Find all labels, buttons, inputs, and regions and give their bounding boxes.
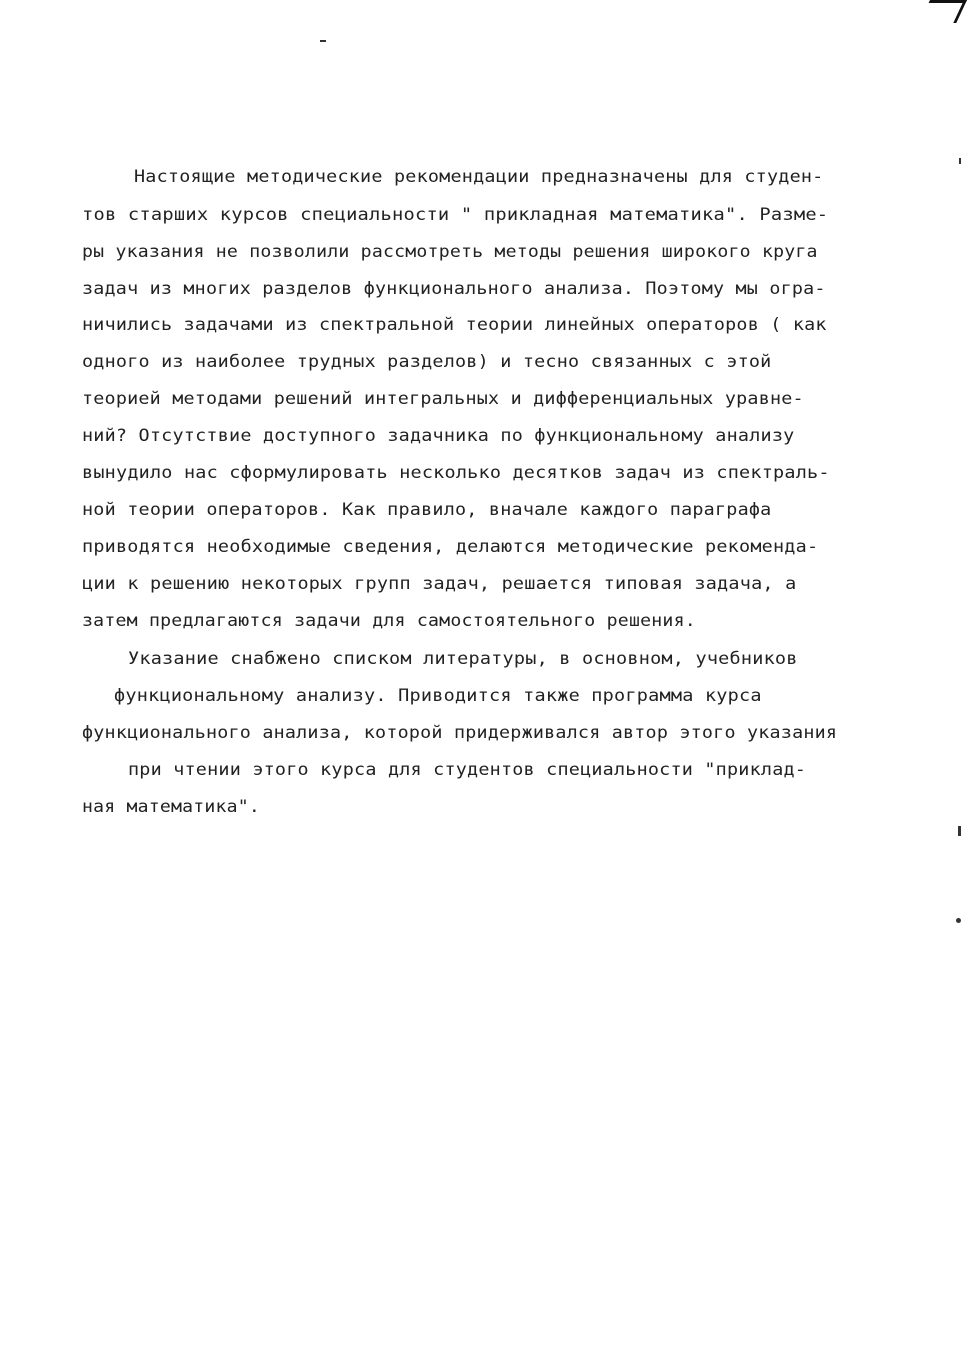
scan-speck: [956, 918, 961, 923]
text-line: ной теории операторов. Как правило, вначале каждого параграфа: [82, 500, 772, 520]
scan-speck: [958, 826, 961, 836]
text-line: затем предлагаются задачи для самостоятельного решения.: [82, 611, 696, 631]
text-line: функционального анализа, которой придерживался автор этого указания: [82, 723, 838, 743]
scan-speck: [320, 40, 326, 42]
text-line: ничились задачами из спектральной теории линейных операторов ( как: [82, 315, 827, 335]
text-line: Указание снабжено списком литературы, в основном, учебников: [128, 649, 798, 669]
scan-speck: [959, 158, 961, 164]
text-line: ний? Отсутствие доступного задачника по функциональному анализу: [82, 426, 795, 446]
text-line: приводятся необходимые сведения, делаются методические рекоменда-: [82, 537, 819, 557]
text-line: задач из многих разделов функционального анализа. Поэтому мы огра-: [82, 279, 826, 299]
text-line: функциональному анализу. Приводится также программа курса: [114, 686, 762, 706]
text-line: вынудило нас сформулировать несколько десятков задач из спектраль-: [82, 463, 830, 483]
text-line: ции к решению некоторых групп задач, решается типовая задача, а: [82, 574, 797, 594]
text-line: ры указания не позволили рассмотреть методы решения широкого круга: [82, 242, 818, 262]
text-line: одного из наиболее трудных разделов) и тесно связанных с этой: [82, 352, 772, 372]
text-line: при чтении этого курса для студентов специальности "приклад-: [128, 760, 807, 780]
text-line: теорией методами решений интегральных и дифференциальных уравне-: [82, 389, 804, 409]
text-line: ная математика".: [82, 797, 260, 817]
text-line: тов старших курсов специальности " прикладная математика". Разме-: [82, 205, 829, 225]
page-corner-mark: [919, 0, 967, 23]
text-line: Настоящие методические рекомендации предназначены для студен-: [134, 167, 824, 187]
